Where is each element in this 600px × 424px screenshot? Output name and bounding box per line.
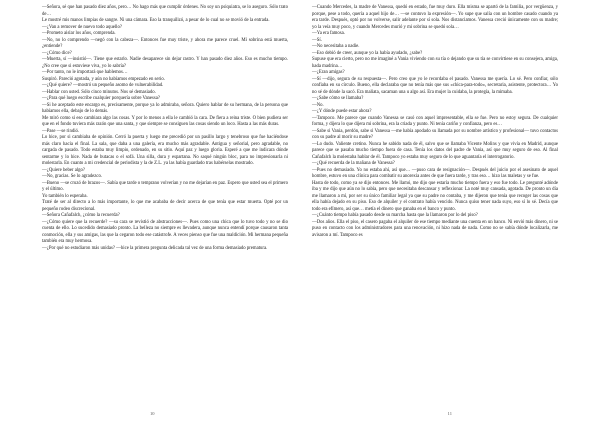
paragraph: —No, gracias. Se lo agradezco. (42, 174, 103, 179)
paragraph: —Por tanto, no le importará que hablemos… (42, 70, 128, 75)
paragraph: Yo también lo esperaba. (42, 193, 88, 199)
paragraph: —Dos años. Ella el piso, el casero pagaba el alquiler de ese tiempo mediante una cuenta en un banco. Ni envió más dinero, ni se puso en contacto con los administradores para una renovación, ni hizo nada de nada. Como no se sabía dónde localizarla, me avisaron a mí. Tampoco es (312, 219, 558, 238)
paragraph: —No necesitaba a nadie. (312, 44, 360, 49)
paragraph: —Ya era famosa. (312, 31, 345, 36)
paragraph: —¿Y dónde puede estar ahora? (312, 109, 372, 114)
paragraph: —No, no lo comprendo —negó con la cabeza—. Entonces fue muy triste, y ahora me parece cruel. Mi sobrina está muerta, ¿entiende? (42, 37, 288, 49)
paragraph: —Cuando Mercedes, la madre de Vanessa, quedó en estado, fue muy duro. Ella misma se apartó de la familia, por vergüenza, y porque, pese a todo, quería a aquel hijo de… —se contuvo la expresión—. Yo supe que salía con un hombre casado cuando ya era tarde. Después, optó por no volverse, salir adelante por sí sola. Nos distanciamos. Vanessa creció únicamente con su madre; yo la veía muy poco, y cuando Mercedes murió y mi sobrina se quedó sola… (312, 5, 558, 30)
paragraph: —Sí —dijo, segura de su respuesta—. Pero creo que yo le recordaba el pasado. Vanessa me quería. Lo sé. Pero confiar, sólo confiaba en su círculo. Bueno, ella declaraba que no tenía más que sus «chica-para-todo», secretaria, asistente, protectora… Yo no sé de dónde la sacó. Era maliata, sacaman una u algo así. Era mujer la cuidaba, la protegía, la mimaba. (312, 76, 558, 95)
paragraph: Suspiró. Pareció agotada, y aún no habíamos empezado en serio. (42, 76, 165, 82)
paragraph: —¿Qué recuerda de la mañana de Vanessa? (312, 161, 395, 166)
paragraph: —¿Sabe cómo se llamaba? (312, 96, 364, 101)
right-page (300, 0, 600, 424)
left-page-text (42, 5, 288, 252)
right-page-text (312, 5, 558, 239)
paragraph: —Si he aceptado este encargo es, precisamente, porque ya lo admiraba, señora. Quiero hablar de su hermana, de la persona que habíamos ella, debajo de lo demás. (42, 102, 288, 114)
paragraph: Hasta de todo, como ya se dijo entonces. Me llamó, me dijo que estaría mucho tiempo fuera y eso fue todo. Le pregunté adónde iba y me dijo que aún no lo sabía, pero que necesitaba descansar y reflexionar. La noté muy cansada, agotada. De pronto un día me llamaron a mí, por ser su único familiar legal ya que su padre no contaba, y me dijeron que tenía que recoger las cosas que ella había dejado en su piso. Eso de alquiler y el contrato había vencido. Nunca quiso tener nada suyo, eso sí lo sé. Decía que todo era efímero, así que… metía el dinero que ganaba en el banco y punto. (312, 180, 558, 212)
paragraph: —Sí. (312, 37, 322, 43)
right-page-number: 11 (447, 411, 452, 416)
paragraph: —Señora, sé que han pasado diez años, pero… No hago más que cumplir órdenes. No soy un psiquiatra, se lo aseguro. Sólo trato de… (42, 5, 288, 17)
paragraph: —¿Cómo dice? (42, 50, 72, 56)
paragraph: —Pues no demasiado. Yo no estaba ahí, así que… —puso cara de resignación—. Después del juicio por el asesinato de aquel hombre, estuvo en una clínica para combatir su anorexia antes de que fuera tarde, y tras eso… hizo las maletas y se fue. (312, 167, 558, 179)
paragraph: —Señora Cañafalch, ¿cómo la recuerda? (42, 213, 120, 218)
paragraph: —Pase —se rindió. (42, 128, 80, 134)
paragraph: —¿Por qué no estudiaron más unidas? —hice la primera pregunta delicada tal vez de una forma demasiado prematura. (42, 245, 268, 251)
paragraph: —¿Cómo quiere que la recuerde? —su cara se revistió de abstracciones—. Pues como una chica que lo tuvo todo y no se dio cuenta de ello. Lo sucedido demasiado pronto. La belleza no siempre es llevadera, aunque nunca entendí porque causaron tanta conmoción, ella y sus amigas, las que la cegaron todo ese catástrofe. A veces pienso que fue una maldición. Mi hermana pequeña también era muy hermosa. (42, 219, 288, 244)
paragraph: Lo hice, por si cambiaba de opinión. Cerró la puerta y luego me precedió por un pasillo largo y tenebroso que fue haciéndose más claro hacia el final. La sala, que daba a una galería, era mucho más agradable. Antigua y señorial, pero agradable, no cargada de pasado. Todo estaba muy limpio, ordenado, en su sitio. Aquí paz y luego gloria. Esperé a que me indicara dónde sentarme y lo hice. Nada de butacas o el sofá. Una silla, dura y espartana. No saqué ningún bloc, para no impresionarla ni molestarla. En cuanto a mi credencial de periodista y la de Z.L. ya las había guardado tras habérselas mostrado. (42, 135, 288, 166)
paragraph: —Bueno —se cruzó de brazos—. Sabía que tarde o temprano volverían y no me dejarían en paz. Espero que usted sea el primero y el último. (42, 180, 288, 192)
paragraph: —Tampoco. Me parece que cuando Vanessa se casó con aquel impresentable, ella se fue. Pero no estoy segura. De cualquier forma, y dijera lo que dijera mi sobrina, era la criada y punto. Ni tenía cariño y confianza, pero es… (312, 115, 558, 127)
paragraph: Me miró como si eso cambiara algo las cosas. Y por lo menos a ella le cambió la cara. De fiera a reina triste. O bien pudiera ser que en el fondo tuviera más razón que una santa, y que siempre se consiguen las cosas siendo un loco. Hasta a las más duras. (42, 115, 288, 127)
paragraph: —Hablar con usted. Sólo cinco minutos. Nos sé demasiado. (42, 89, 156, 95)
paragraph: Supuse que era cierto, pero no me imaginé a Vania viviendo con su tía o dejando que su tía se convirtiese en su consejera, amiga, hada madrina… (312, 57, 558, 69)
paragraph: —No. (312, 102, 324, 108)
paragraph: Traté de ser al directo a lo más importante, lo que me acababa de decir acerca de que tenía que estar muerta. Opté por un pequeño rodeo discrecional. (42, 200, 288, 212)
paragraph: —¿Eran amigas? (312, 70, 345, 75)
paragraph: —¿Quiere beber algo? (42, 167, 85, 173)
left-page-number: 10 (150, 411, 155, 416)
paragraph: —Muerta, sí —insistió—. Tiene que estarlo. Nadie desaparece sin dejar rastro. Y han pasado diez años. Eso es mucho tiempo. ¿No cree que si estuviese viva, yo lo sabría? (42, 57, 288, 69)
paragraph: —Sabe si Vania, perdón, sabe si Vanessa —me había apodado su llamada por su nombre artístico y profesional— tuvo contactos con su padre al morir su madre? (312, 128, 558, 140)
paragraph: —¿Para qué luego escribe cualquier porquería sobre Vanessa? (42, 96, 160, 101)
paragraph: —¿Van a remover de nuevo todo aquello? (42, 24, 122, 30)
paragraph: —Prometo aislar los años, comprenda. (42, 31, 116, 36)
paragraph: —Eso debió de creer, aunque yo la había ayudado, ¿sabe? (312, 50, 423, 56)
paragraph: —Lo dudo. Valiente cretino. Nunca he sabido nada de él, salvo que se llamaba Vicente Molins y que vivía en Madrid, aunque parece que se pasaba mucho tiempo fuera de casa. Tenía los datos del padre de Vania, así que muy seguro de eso. Al final Cañafalch la molestaba hablar de él. Tampoco yo estaba muy seguro de lo que aguantaría el interrogatorio. (312, 141, 558, 160)
paragraph: —¿Qué quiere? —mostró un pequeño asomo de vulnerabilidad. (42, 83, 164, 88)
paragraph: Le mostré mis manos limpias de sangre. Ni una cámara. Eso la tranquilizó, a pesar de lo cual no se movió de la entrada. (42, 18, 270, 23)
paragraph: —¿Cuánto tiempo había pasado desde su marcha hasta que la llamaron por lo del piso? (312, 213, 478, 218)
